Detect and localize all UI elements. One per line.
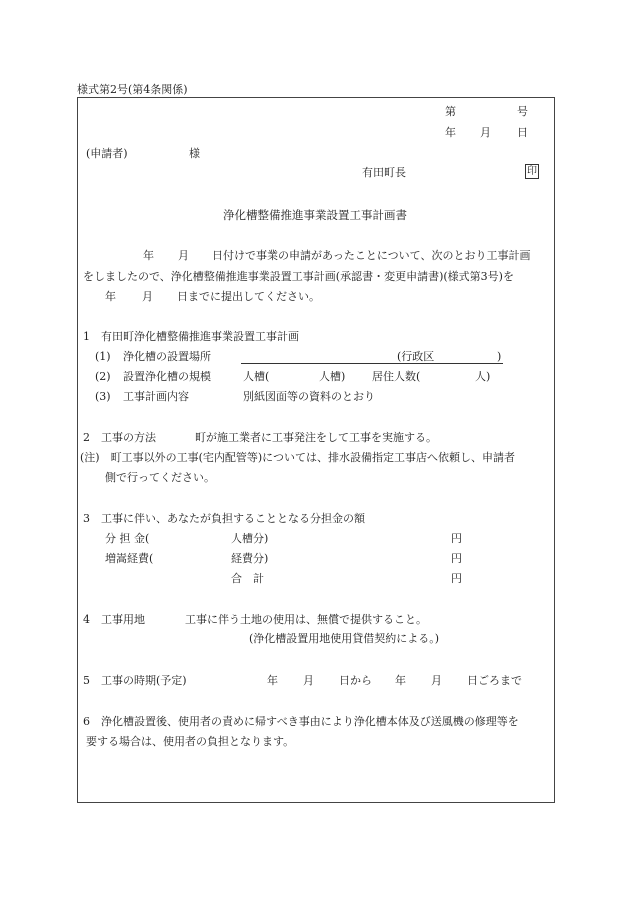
fee-row1-yen: 円 (451, 532, 462, 545)
period-end-day: 日ごろまで (467, 674, 522, 687)
item2-residents: 居住人数( (372, 370, 421, 383)
intro-line2: をしましたので、浄化槽整備推進事業設置工事計画(承認書・変更申請書)(様式第3号)を (83, 270, 514, 283)
doc-number-go: 号 (517, 105, 528, 118)
item2-ninso-close: 人槽) (319, 370, 346, 383)
section4-text: 工事に伴う土地の使用は、無償で提供すること。 (185, 613, 427, 626)
fee-row1-mid: 人槽分) (231, 532, 269, 545)
item3-label: 工事計画内容 (123, 390, 189, 403)
fee-total-label: 合 計 (231, 572, 264, 585)
section3-title: 3 工事に伴い、あなたが負担することとなる分担金の額 (83, 512, 365, 525)
item2-label: 設置浄化槽の規模 (123, 370, 211, 383)
period-end-year: 年 (395, 674, 406, 687)
fee-total-yen: 円 (451, 572, 462, 585)
item2-residents-close: 人) (475, 370, 491, 383)
document-title: 浄化槽整備推進事業設置工事計画書 (223, 208, 407, 222)
item1-number: (1) (95, 350, 111, 363)
period-start-day: 日から (339, 674, 372, 687)
intro-line3-month: 月 (142, 290, 153, 303)
fee-row2-yen: 円 (451, 552, 462, 565)
note-line2: 側で行ってください。 (105, 471, 215, 484)
section2-text: 町が施工業者に工事発注をして工事を実施する。 (195, 431, 437, 444)
intro-month: 月 (178, 249, 189, 262)
seal-mark: 印 (527, 166, 537, 177)
section4-sub: (浄化槽設置用地使用貸借契約による。) (249, 632, 440, 645)
item3-number: (3) (95, 390, 111, 403)
form-border (77, 97, 555, 803)
item3-value: 別紙図面等の資料のとおり (243, 390, 375, 403)
fee-row2-label: 増嵩経費( (105, 552, 154, 565)
applicant-sama: 様 (189, 147, 200, 160)
item1-close: ) (497, 350, 502, 363)
mayor-name: 有田町長 (362, 166, 406, 179)
item1-district: (行政区 (397, 350, 435, 363)
period-start-month: 月 (303, 674, 314, 687)
item2-ninso-open: 人槽( (243, 370, 270, 383)
doc-number-dai: 第 (445, 105, 456, 118)
intro-line3: 日までに提出してください。 (177, 290, 320, 303)
section1-title: 1 有田町浄化槽整備推進事業設置工事計画 (83, 330, 299, 343)
fee-row1-label: 分 担 金( (105, 532, 150, 545)
period-start-year: 年 (267, 674, 278, 687)
period-end-month: 月 (431, 674, 442, 687)
date-month: 月 (480, 126, 491, 139)
section6-line2: 要する場合は、使用者の負担となります。 (86, 735, 295, 748)
note-line1: (注) 町工事以外の工事(宅内配管等)については、排水設備指定工事店へ依頼し、申請者 (80, 451, 515, 464)
form-number: 様式第2号(第4条関係) (77, 83, 188, 96)
intro-line3-year: 年 (105, 290, 116, 303)
fee-row2-mid: 経費分) (231, 552, 269, 565)
item1-label: 浄化槽の設置場所 (123, 350, 211, 363)
section2-title: 2 工事の方法 (83, 431, 156, 444)
section4-title: 4 工事用地 (83, 613, 145, 626)
intro-line1: 日付けで事業の申請があったことについて、次のとおり工事計画 (212, 249, 531, 262)
location-underline (241, 363, 503, 364)
section6-line1: 6 浄化槽設置後、使用者の責めに帰すべき事由により浄化槽本体及び送風機の修理等を (83, 715, 519, 728)
applicant-label: (申請者) (86, 147, 128, 160)
date-day: 日 (517, 126, 528, 139)
date-year: 年 (445, 126, 456, 139)
intro-year: 年 (143, 249, 154, 262)
item2-number: (2) (95, 370, 111, 383)
section5-title: 5 工事の時期(予定) (83, 674, 187, 687)
